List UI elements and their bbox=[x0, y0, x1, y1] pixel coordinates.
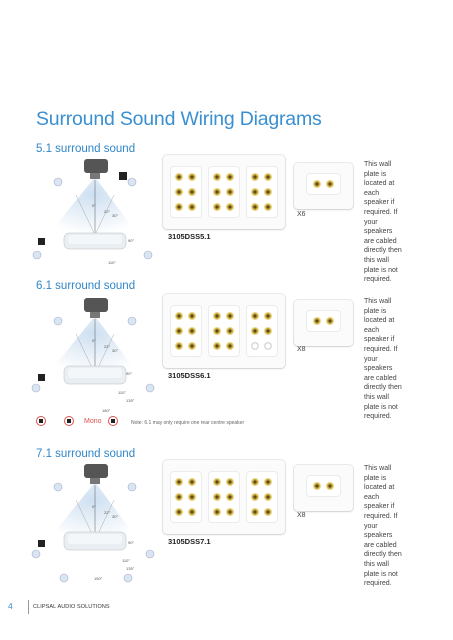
mono-label: Mono bbox=[84, 418, 102, 425]
angle-label: 30° bbox=[112, 514, 119, 519]
mono-speaker-icon bbox=[108, 416, 118, 426]
side-note: This wall plate is located at each speaker if required. If your speakers are cabled directly then this wall plate is not required. bbox=[364, 161, 402, 284]
section-note: Note: 6.1 may only require one rear centre speaker bbox=[131, 420, 245, 426]
plate-quantity: X6 bbox=[297, 211, 306, 218]
angle-label: 22° bbox=[104, 344, 111, 349]
angle-label: 90° bbox=[128, 238, 135, 243]
section-heading-5-1: 5.1 surround sound bbox=[36, 143, 136, 155]
tv-icon bbox=[84, 159, 108, 173]
angle-label: 0° bbox=[92, 338, 96, 343]
model-number: 3105DSS5.1 bbox=[168, 232, 211, 241]
wall-plate-5-1 bbox=[163, 155, 285, 229]
angle-label: 90° bbox=[126, 371, 133, 376]
terminal-module bbox=[171, 306, 201, 356]
terminal-module bbox=[307, 476, 340, 496]
plate-quantity: X8 bbox=[297, 346, 306, 353]
angle-label: 30° bbox=[112, 348, 119, 353]
side-note: This wall plate is located at each speaker if required. If your speakers are cabled directly then this wall plate is not required. bbox=[364, 298, 402, 421]
angle-label: 110° bbox=[122, 558, 130, 563]
angle-label: 30° bbox=[112, 213, 119, 218]
angle-label: 135° bbox=[126, 398, 135, 403]
angle-label: 135° bbox=[126, 566, 135, 571]
speaker-layout-diagram-6-1 bbox=[28, 294, 156, 422]
terminal-module bbox=[209, 472, 239, 522]
angle-label: 150° bbox=[94, 576, 103, 581]
terminal-module bbox=[247, 306, 277, 356]
model-number: 3105DSS7.1 bbox=[168, 537, 211, 546]
angle-label: 0° bbox=[92, 504, 96, 509]
terminal-module bbox=[307, 311, 340, 331]
model-number: 3105DSS6.1 bbox=[168, 371, 211, 380]
section-heading-7-1: 7.1 surround sound bbox=[36, 448, 136, 460]
terminal-module bbox=[307, 174, 340, 194]
tv-icon bbox=[84, 298, 108, 312]
single-wall-plate-7-1 bbox=[294, 465, 353, 511]
mono-speaker-icon bbox=[36, 416, 46, 426]
single-wall-plate-6-1 bbox=[294, 300, 353, 346]
terminal-module bbox=[247, 167, 277, 217]
footer-brand: CLIPSAL AUDIO SOLUTIONS bbox=[33, 604, 110, 610]
speaker-layout-diagram-5-1 bbox=[28, 155, 156, 283]
terminal-module bbox=[171, 167, 201, 217]
page-number: 4 bbox=[8, 601, 13, 611]
angle-label: 22° bbox=[104, 209, 111, 214]
speaker-layout-diagram-7-1 bbox=[28, 460, 156, 588]
angle-label: 0° bbox=[92, 203, 96, 208]
side-note: This wall plate is located at each speaker if required. If your speakers are cabled directly then this wall plate is not required. bbox=[364, 465, 402, 588]
angle-label: 90° bbox=[128, 540, 135, 545]
terminal-module bbox=[209, 306, 239, 356]
page-title: Surround Sound Wiring Diagrams bbox=[36, 108, 322, 130]
tv-icon bbox=[84, 464, 108, 478]
angle-label: 180° bbox=[102, 408, 111, 413]
terminal-module bbox=[209, 167, 239, 217]
footer-divider bbox=[28, 600, 29, 614]
terminal-module bbox=[247, 472, 277, 522]
single-wall-plate-5-1 bbox=[294, 163, 353, 209]
angle-label: 110° bbox=[108, 260, 116, 265]
wall-plate-7-1 bbox=[163, 460, 285, 534]
terminal-module bbox=[171, 472, 201, 522]
section-heading-6-1: 6.1 surround sound bbox=[36, 280, 136, 292]
mono-speaker-icon bbox=[64, 416, 74, 426]
wall-plate-6-1 bbox=[163, 294, 285, 368]
angle-label: 110° bbox=[118, 390, 126, 395]
angle-label: 22° bbox=[104, 510, 111, 515]
plate-quantity: X8 bbox=[297, 512, 306, 519]
